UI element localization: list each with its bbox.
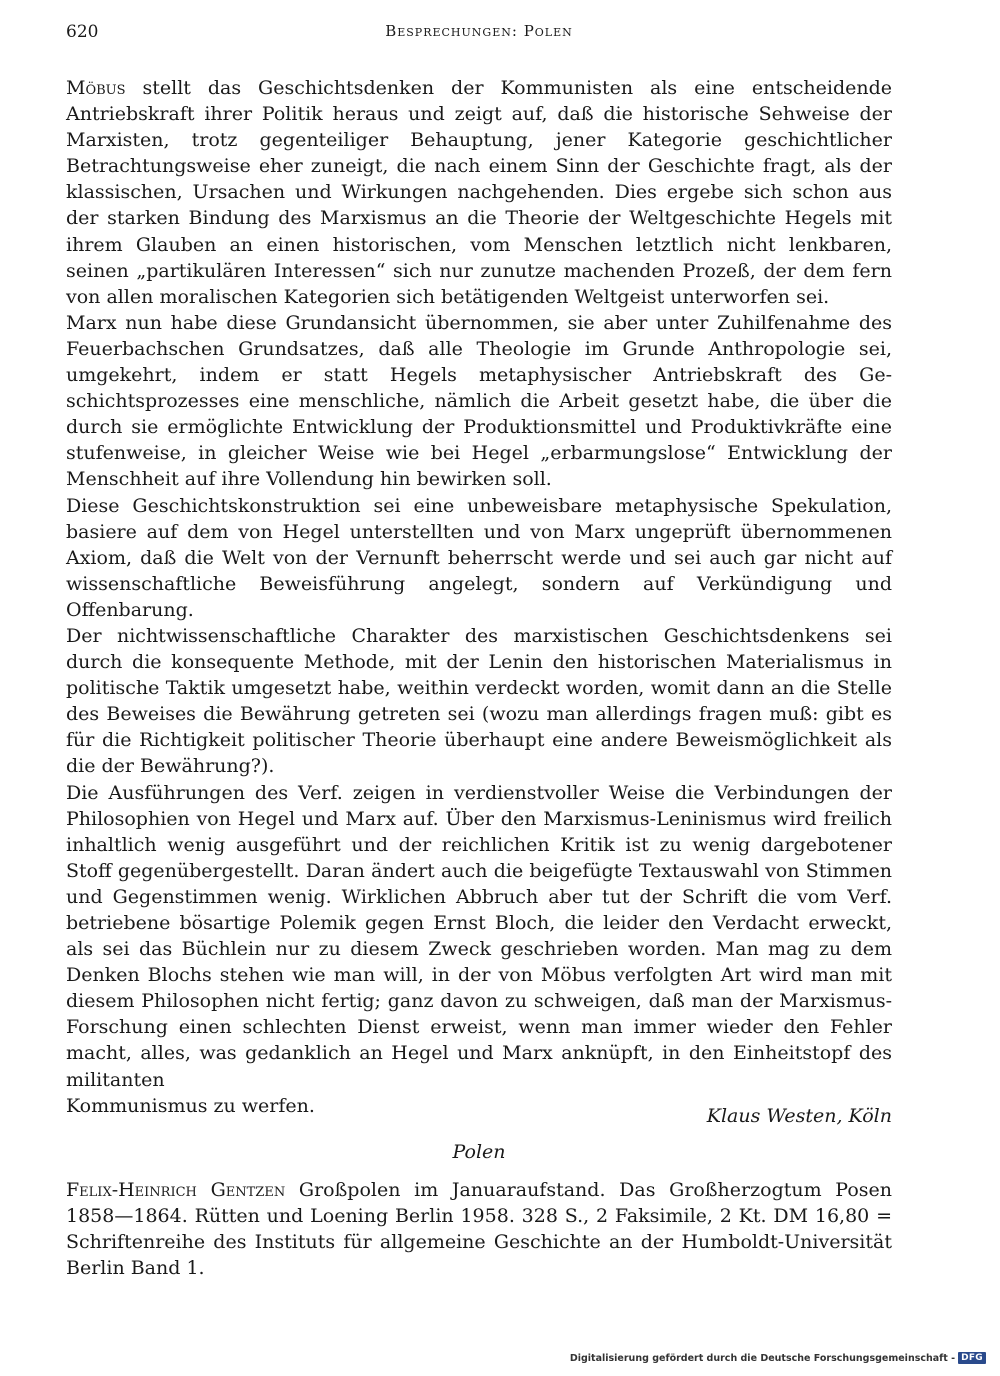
review-paragraph-1 bbox=[66, 75, 892, 310]
closing-line: Kommunismus zu werfen. bbox=[66, 1094, 315, 1117]
review-paragraph-4: Der nichtwissenschaftliche Charakter des marxistischen Geschichtsdenkens sei durch die konsequente Methode, mit der Lenin den historischen Materialismus in politische Taktik umgesetzt habe, weithin verdeckt worden, womit dann an die Stelle des Beweises die Bewährung getreten sei (wozu man allerdings fragen muß: gibt es für die Richtigkeit politischer Theorie überhaupt eine andere Beweismöglichkeit als die der Bewährung?). bbox=[66, 624, 892, 778]
running-title: Besprechungen: Polen bbox=[385, 22, 573, 40]
review-paragraph-2: Marx nun habe diese Grundansicht übernommen, sie aber unter Zuhilfenahme des Feuerbachschen Grundsatzes, daß alle Theologie im Grunde Anthropologie sei, umgekehrt, indem er statt Hegels metaphysischer Antriebskraft des Geschichtsprozesses eine menschliche, nämlich die Arbeit gesetzt habe, die über die durch sie ermöglichte Entwicklung der Produktionsmittel und Produktivkräfte eine stufenweise, in gleicher Weise wie bei Hegel „erbarmungslose“ Entwicklung der Menschheit auf ihre Vollendung hin bewirken soll. bbox=[66, 311, 892, 491]
page-number: 620 bbox=[66, 22, 99, 42]
digitization-footer bbox=[570, 1350, 986, 1366]
digitization-note: Digitalisierung gefördert durch die Deutsche Forschungsgemeinschaft - bbox=[569, 1352, 956, 1364]
body-text bbox=[66, 75, 892, 1281]
paragraph-text: stellt das Geschichtsdenken der Kommunisten als eine entscheidende Antriebskraft ihrer Politik heraus und zeigt auf, daß die historische Sehweise der Marxisten, trotz gegenteiliger Behauptung, jener Kategorie geschichtlicher Betrachtungsweise eher zuneigt, die nach einem Sinn der Geschichte fragt, als der klassischen, Ursachen und Wirkungen nachgehenden. Dies ergebe sich schon aus der starken Bindung des Marxismus an die Theorie der Weltgeschichte Hegels mit ihrem Glauben an einen historischen, vom Menschen letztlich nicht lenkbaren, seinen „partikulären Interessen“ sich nur zunutze machenden Prozeß, der dem fern von allen moralischen Kategorien sich betätigenden Weltgeist unterworfen sei. bbox=[66, 77, 892, 308]
bib-author-name: Felix-Heinrich Gentzen bbox=[66, 1178, 286, 1201]
running-head bbox=[66, 22, 892, 48]
bibliography-entry bbox=[66, 1177, 892, 1281]
reviewer-signature: Klaus Westen, Köln bbox=[706, 1104, 892, 1127]
author-name: Möbus bbox=[66, 77, 126, 99]
signature-line bbox=[66, 1093, 892, 1127]
review-paragraph-5: Die Ausführungen des Verf. zeigen in verdienstvoller Weise die Verbindungen der Philosophien von Hegel und Marx auf. Über den Marxismus-Leninismus wird freilich inhaltlich wenig ausgeführt und der reichlichen Kritik ist zu wenig dargebotener Stoff gegenübergestellt. Daran ändert auch die beigefügte Textauswahl von Stimmen und Gegenstimmen wenig. Wirklichen Abbruch aber tut der Schrift die vom Verf. betriebene bösartige Polemik gegen Ernst Bloch, die leider den Verdacht erweckt, als sei das Büchlein nur zu diesem Zweck geschrieben worden. Man mag zu dem Denken Blochs stehen wie man will, in der von Möbus verfolgten Art wird man mit diesem Philosophen nicht fertig; ganz davon zu schweigen, daß man der Marxismus-Forschung einen schlechten Dienst erweist, wenn man immer wieder den Fehler macht, alles, was gedanklich an Hegel und Marx anknüpft, in den Einheitstopf des militanten bbox=[66, 781, 892, 1091]
dfg-logo-icon: DFG bbox=[958, 1352, 986, 1364]
section-heading: Polen bbox=[452, 1140, 506, 1163]
bib-text: Großpolen im Januaraufstand. Das Großherzogtum Posen 1858—1864. Rütten und Loening Berlin 1958. 328 S., 2 Faksimile, 2 Kt. DM 16,80 = Schriftenreihe des Instituts für allgemeine Geschichte an der Humboldt-Universität Berlin Band 1. bbox=[66, 1178, 892, 1280]
review-paragraph-3: Diese Geschichtskonstruktion sei eine unbeweisbare metaphysische Spekulation, basiere auf dem von Hegel unterstellten und von Marx ungeprüft übernommenen Axiom, daß die Welt von der Vernunft beherrscht werde und sei auch gar nicht auf wissenschaftliche Beweisführung angelegt, sondern auf Verkündigung und Offenbarung. bbox=[66, 494, 892, 621]
